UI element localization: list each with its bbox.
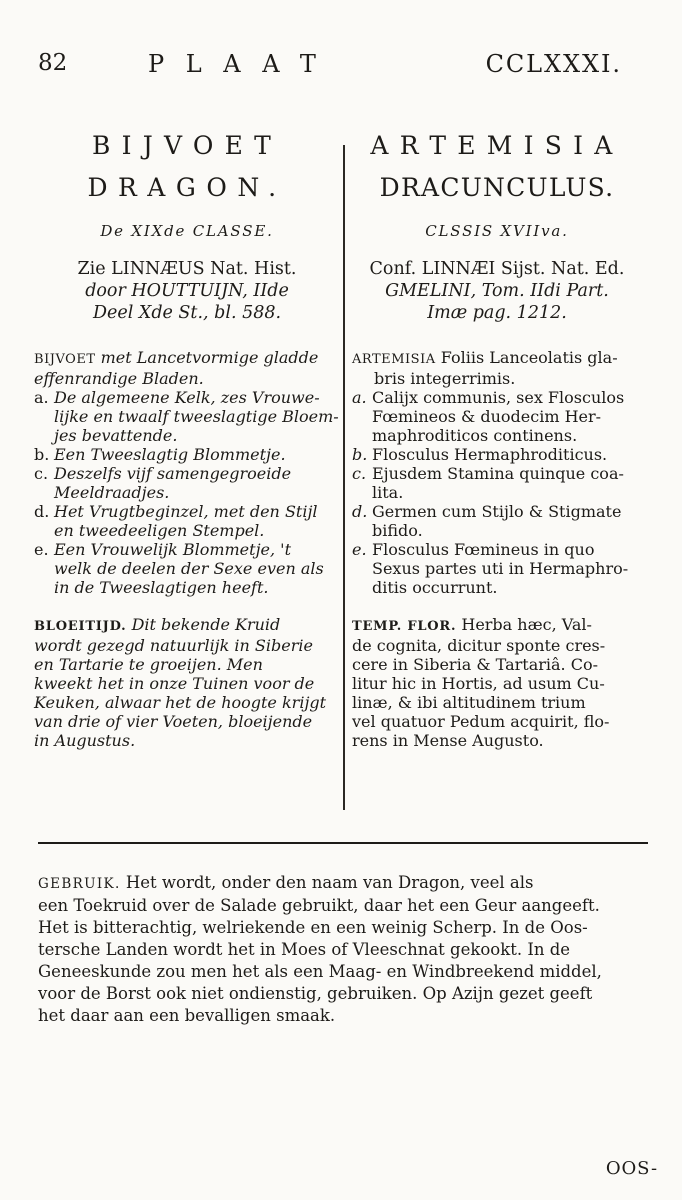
- description-text: effenrandige Bladen.: [34, 369, 204, 388]
- part-label: b.: [352, 445, 368, 464]
- reference-line: Imæ pag. 1212.: [427, 303, 567, 323]
- plate-number: CCLXXXI.: [485, 50, 622, 78]
- part-text: maphroditicos continens.: [372, 426, 578, 445]
- part-text: Flosculus Fœmineus in quo: [372, 540, 595, 559]
- part-item: [352, 388, 642, 445]
- description-text: Foliis Lanceolatis gla-: [440, 348, 618, 367]
- dutch-title-1: BIJVOET: [91, 131, 283, 160]
- usage-text: een Toekruid over de Salade gebruikt, daar het een Geur aangeeft.: [38, 896, 600, 915]
- part-text: Sexus partes uti in Hermaphro-: [372, 559, 629, 578]
- part-item: [352, 502, 642, 540]
- part-item: [352, 464, 642, 502]
- flowering-text: Dit bekende Kruid: [131, 615, 281, 634]
- part-text: Een Vrouwelijk Blommetje, 't: [54, 540, 291, 559]
- part-text: in de Tweeslagtigen heeft.: [54, 578, 269, 597]
- part-text: en tweedeeligen Stempel.: [54, 521, 265, 540]
- description-lead: ARTEMISIA: [352, 352, 436, 367]
- latin-class-line: CLSSIS XVIIva.: [425, 222, 569, 240]
- dutch-reference: [34, 258, 340, 324]
- usage-section: [38, 872, 658, 1027]
- reference-line: GMELINI, Tom. IIdi Part.: [385, 281, 609, 301]
- part-text: lijke en twaalf tweeslagtige Bloem-: [54, 407, 339, 426]
- latin-title-1: ARTEMISIA: [370, 131, 624, 160]
- part-text: lita.: [372, 483, 404, 502]
- description-lead: BIJVOET: [34, 352, 96, 367]
- flowering-text: Herba hæc, Val-: [461, 615, 592, 634]
- usage-text: Geneeskunde zou men het als een Maag- en Windbreekend middel,: [38, 962, 602, 981]
- reference-line: door HOUTTUIJN, IIde: [85, 281, 289, 301]
- reference-line: Conf. LINNÆI Sijst. Nat. Ed.: [369, 259, 625, 279]
- plate-word: PLAAT: [148, 50, 338, 78]
- latin-reference: [352, 258, 642, 324]
- part-label: d.: [34, 502, 50, 521]
- dutch-title-2: DRAGON.: [87, 173, 287, 202]
- part-text: jes bevattende.: [54, 426, 178, 445]
- catchword: OOS-: [605, 1158, 658, 1179]
- part-text: Een Tweeslagtig Blommetje.: [54, 445, 286, 464]
- latin-parts-list: [352, 388, 642, 597]
- part-label: a.: [34, 388, 49, 407]
- reference-line: Deel Xde St., bl. 588.: [92, 303, 282, 323]
- part-item: [34, 540, 340, 597]
- part-item: [34, 502, 340, 540]
- dutch-parts-list: [34, 388, 340, 597]
- flowering-text: kweekt het in onze Tuinen voor de: [34, 674, 315, 693]
- part-text: Germen cum Stijlo & Stigmate: [372, 502, 622, 521]
- part-item: [34, 464, 340, 502]
- part-item: [34, 445, 340, 464]
- part-label: d.: [352, 502, 368, 521]
- usage-text: het daar aan een bevalligen smaak.: [38, 1006, 336, 1025]
- part-text: Ejusdem Stamina quinque coa-: [372, 464, 624, 483]
- part-label: a.: [352, 388, 367, 407]
- flowering-text: litur hic in Hortis, ad usum Cu-: [352, 674, 605, 693]
- part-text: Fœmineos & duodecim Her-: [372, 407, 602, 426]
- flowering-text: rens in Mense Augusto.: [352, 731, 544, 750]
- part-label: b.: [34, 445, 50, 464]
- part-text: bifido.: [372, 521, 423, 540]
- flowering-text: van drie of vier Voeten, bloeijende: [34, 712, 313, 731]
- latin-title-2: DRACUNCULUS.: [379, 173, 615, 202]
- flowering-text: Keuken, alwaar het de hoogte krijgt: [34, 693, 327, 712]
- dutch-column: [34, 128, 340, 750]
- part-text: De algemeene Kelk, zes Vrouwe-: [54, 388, 320, 407]
- reference-line: Zie LINNÆUS Nat. Hist.: [77, 259, 297, 279]
- part-label: e.: [34, 540, 49, 559]
- description-text: bris integerrimis.: [374, 369, 516, 388]
- flowering-text: cere in Siberia & Tartariâ. Co-: [352, 655, 598, 674]
- part-item: [352, 540, 642, 597]
- dutch-flowering-time: [34, 615, 340, 750]
- part-text: welk de deelen der Sexe even als: [54, 559, 324, 578]
- flowering-lead: TEMP. FLOR.: [352, 619, 457, 634]
- part-text: Flosculus Hermaphroditicus.: [372, 445, 608, 464]
- part-item: [34, 388, 340, 445]
- latin-column: [352, 128, 642, 750]
- page-number: 82: [38, 50, 68, 76]
- flowering-text: de cognita, dicitur sponte cres-: [352, 636, 606, 655]
- running-header: [38, 50, 622, 86]
- part-item: [352, 445, 642, 464]
- part-text: Deszelfs vijf samengegroeide: [54, 464, 292, 483]
- column-divider: [343, 145, 345, 810]
- usage-text: voor de Borst ook niet ondienstig, gebruiken. Op Azijn gezet geeft: [38, 984, 593, 1003]
- part-label: e.: [352, 540, 367, 559]
- flowering-text: vel quatuor Pedum acquirit, flo-: [352, 712, 610, 731]
- usage-lead: GEBRUIK.: [38, 876, 121, 892]
- flowering-text: linæ, & ibi altitudinem trium: [352, 693, 586, 712]
- part-text: Calijx communis, sex Flosculos: [372, 388, 625, 407]
- part-text: Het Vrugtbeginzel, met den Stijl: [54, 502, 318, 521]
- dutch-class-line: De XIXde CLASSE.: [100, 222, 274, 240]
- dutch-description: [34, 348, 340, 388]
- flowering-lead: BLOEITIJD.: [34, 619, 127, 634]
- part-label: c.: [352, 464, 367, 483]
- latin-flowering-time: [352, 615, 642, 750]
- part-label: c.: [34, 464, 49, 483]
- flowering-text: en Tartarie te groeijen. Men: [34, 655, 263, 674]
- usage-text: Het wordt, onder den naam van Dragon, veel als: [125, 873, 534, 892]
- flowering-text: in Augustus.: [34, 731, 136, 750]
- latin-description: [352, 348, 642, 388]
- usage-text: tersche Landen wordt het in Moes of Vleeschnat gekookt. In de: [38, 940, 571, 959]
- flowering-text: wordt gezegd natuurlijk in Siberie: [34, 636, 313, 655]
- part-text: Meeldraadjes.: [54, 483, 170, 502]
- description-text: met Lancetvormige gladde: [100, 348, 319, 367]
- usage-text: Het is bitterachtig, welriekende en een weinig Scherp. In de Oos-: [38, 918, 588, 937]
- section-rule: [38, 842, 648, 844]
- part-text: ditis occurrunt.: [372, 578, 498, 597]
